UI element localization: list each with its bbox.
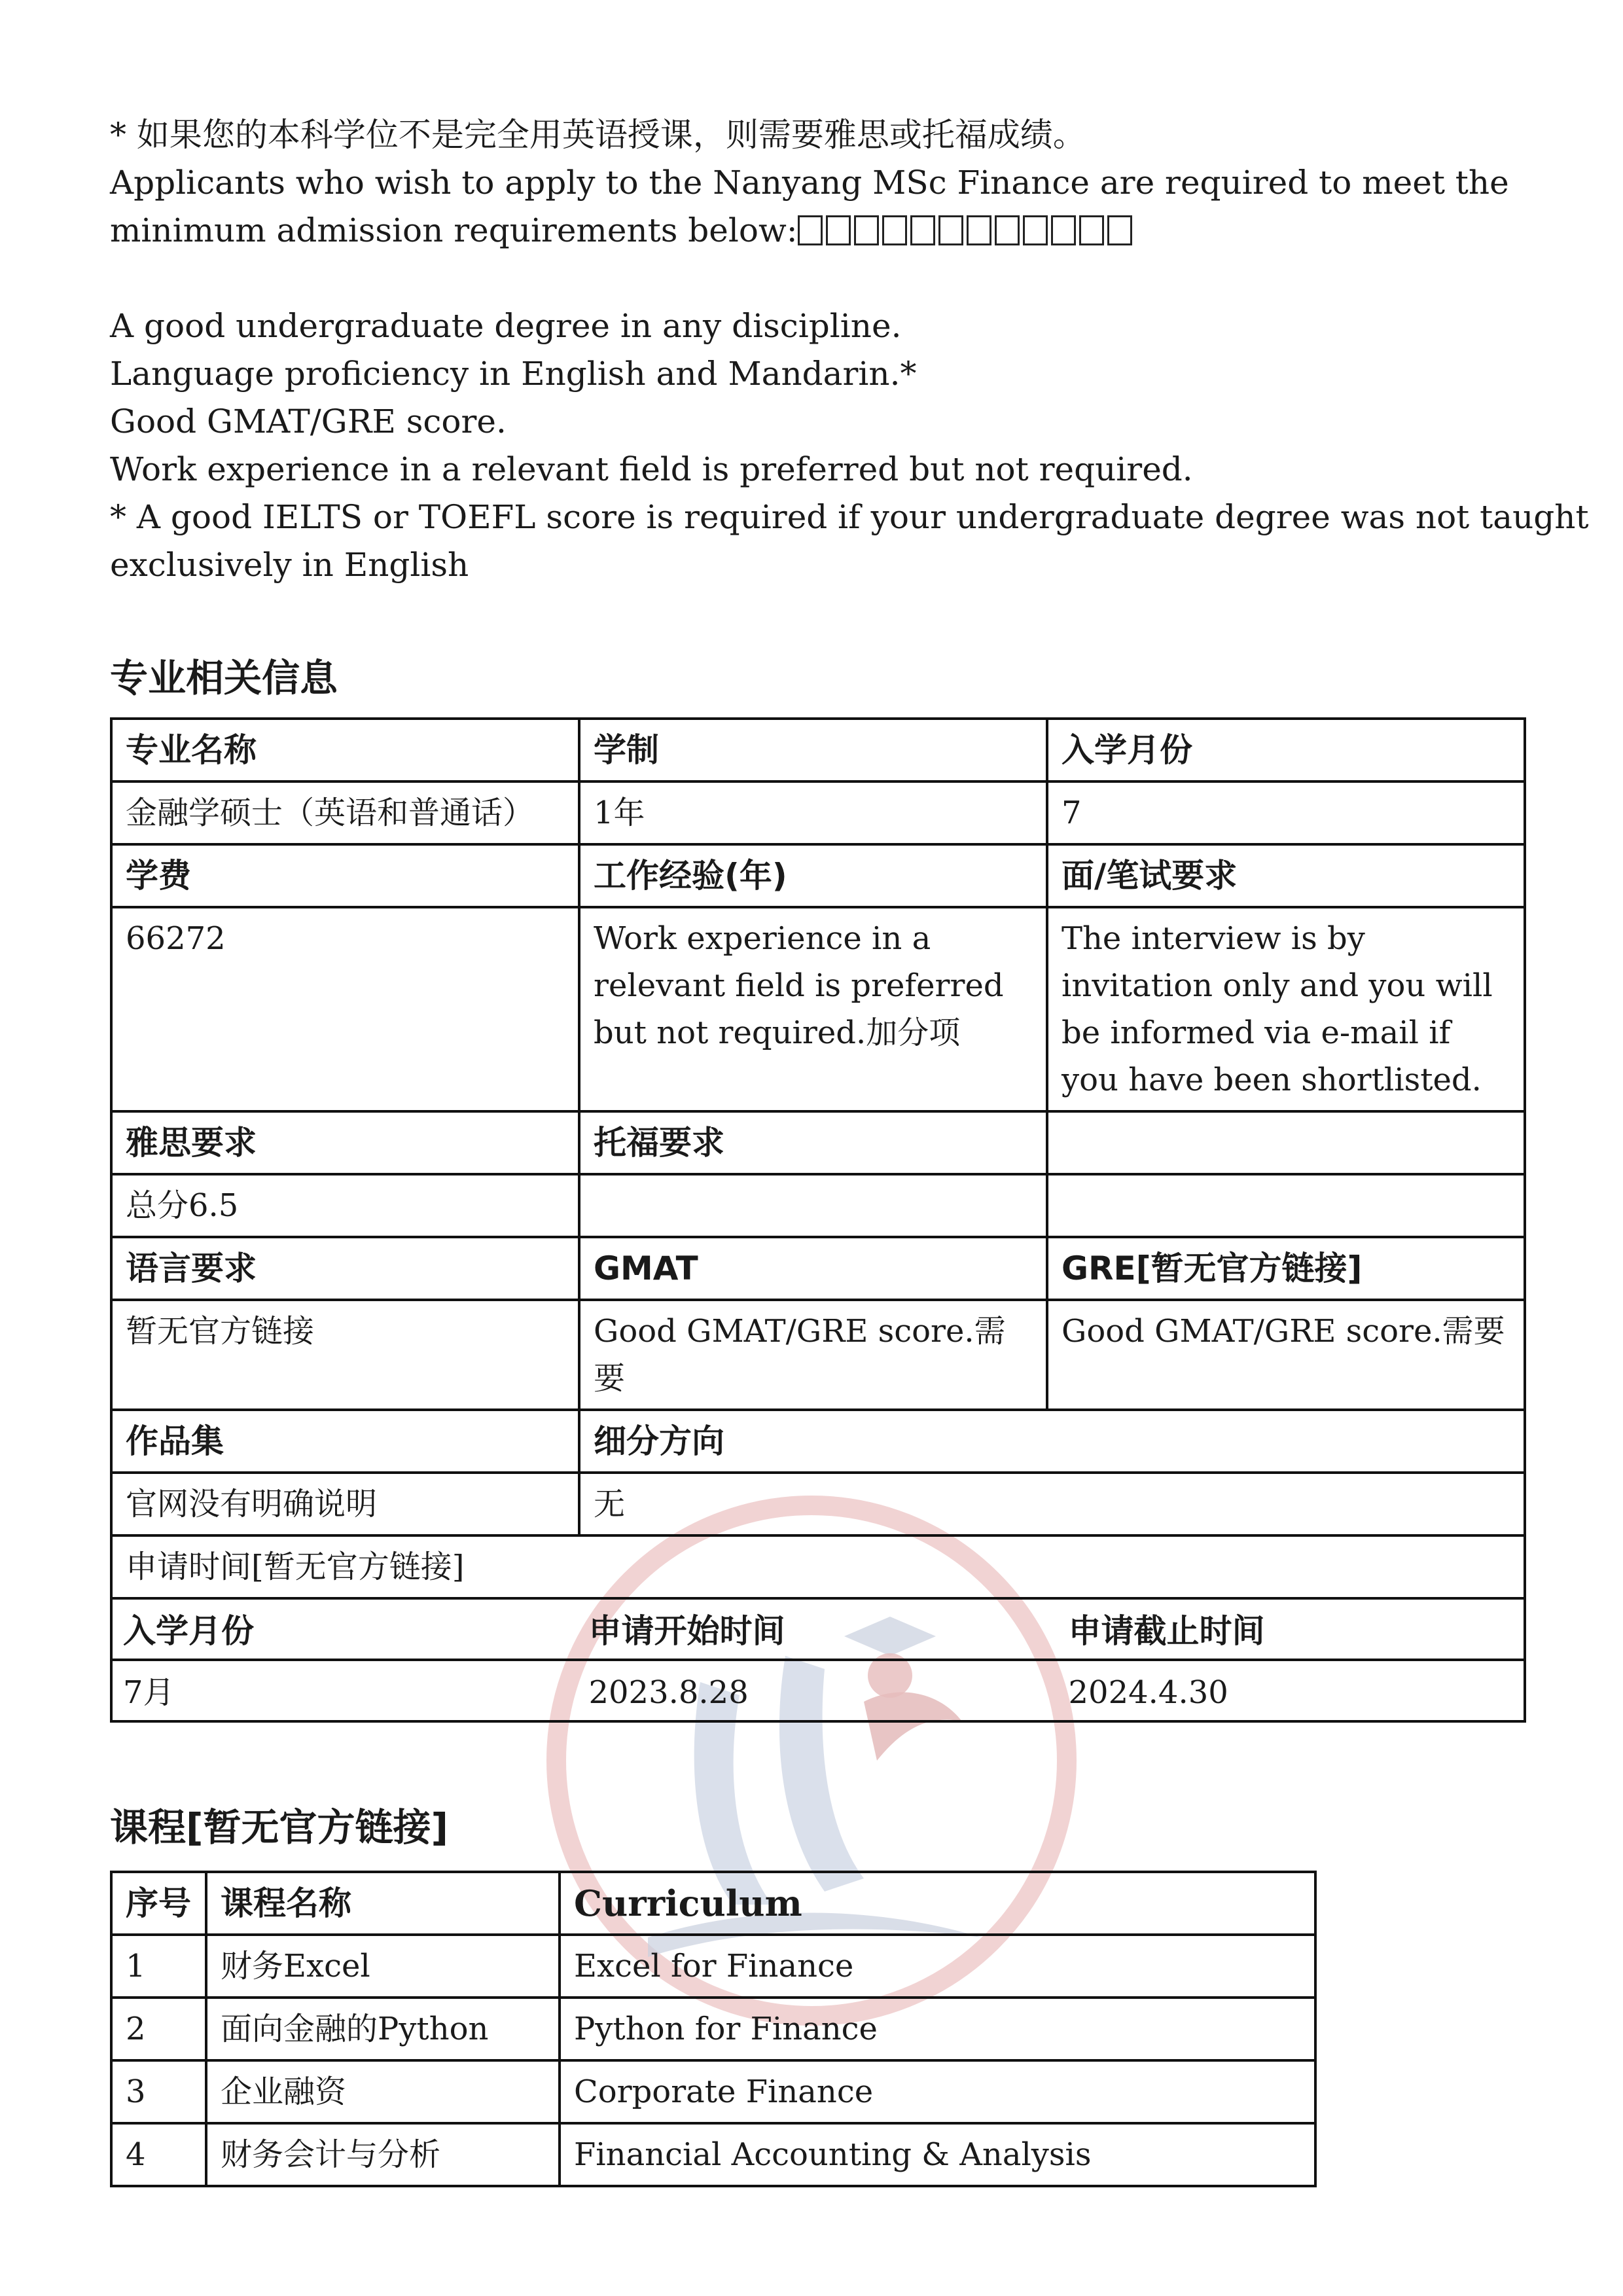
- page-content: [110, 111, 1589, 2187]
- header-tuition: 学费: [111, 844, 579, 907]
- header-major-name: 专业名称: [111, 719, 579, 781]
- header-index: 序号: [111, 1872, 206, 1935]
- value-major-name: 金融学硕士（英语和普通话）: [111, 781, 579, 844]
- schedule-table: [113, 1600, 1524, 1720]
- header-specialization: 细分方向: [579, 1410, 1525, 1473]
- header-gre: GRE[暂无官方链接]: [1047, 1237, 1525, 1300]
- table-row: [111, 1174, 1525, 1237]
- intro-note-cn: * 如果您的本科学位不是完全用英语授课，则需要雅思或托福成绩。: [110, 116, 1086, 154]
- table-row: [111, 1237, 1525, 1300]
- table-row: [111, 1872, 1315, 1935]
- table-row: [111, 2060, 1315, 2123]
- requirement-item: Good GMAT/GRE score.: [110, 403, 507, 440]
- schedule-header-intake: 入学月份: [113, 1600, 578, 1660]
- course-name-en: Excel for Finance: [560, 1935, 1315, 1998]
- table-row: [113, 1660, 1524, 1720]
- intro-line-2: [110, 207, 1524, 255]
- courses-table: [110, 1871, 1317, 2187]
- value-tuition: 66272: [111, 907, 579, 1111]
- table-row: [111, 844, 1525, 907]
- course-name-cn: 企业融资: [206, 2060, 560, 2123]
- program-info-title: 专业相关信息: [110, 656, 338, 700]
- value-toefl: [579, 1174, 1047, 1237]
- value-work-experience: Work experience in a relevant field is preferred but not required.加分项: [579, 907, 1047, 1111]
- value-specialization: 无: [579, 1473, 1525, 1535]
- table-row: [111, 1473, 1525, 1535]
- schedule-value-intake: 7月: [123, 1674, 175, 1711]
- header-ielts: 雅思要求: [111, 1111, 579, 1174]
- table-row: [111, 1598, 1525, 1721]
- schedule-header-start: 申请开始时间: [578, 1600, 1058, 1660]
- requirement-item: Work experience in a relevant field is preferred but not required.: [110, 450, 1193, 488]
- course-name-cn: 面向金融的Python: [206, 1998, 560, 2060]
- schedule-header-deadline: 申请截止时间: [1058, 1600, 1524, 1660]
- table-row: [111, 1935, 1315, 1998]
- header-curriculum: Curriculum: [560, 1872, 1315, 1935]
- schedule-cell: [111, 1598, 1525, 1721]
- requirement-item: Language proficiency in English and Mandarin.*: [110, 355, 917, 393]
- value-ielts: 总分6.5: [111, 1174, 579, 1237]
- course-index: 2: [111, 1998, 206, 2060]
- header-portfolio: 作品集: [111, 1410, 579, 1473]
- course-index: 1: [111, 1935, 206, 1998]
- course-name-cn: 财务会计与分析: [206, 2123, 560, 2186]
- courses-title: 课程[暂无官方链接]: [110, 1805, 449, 1850]
- header-work-experience: 工作经验(年): [579, 844, 1047, 907]
- header-duration: 学制: [579, 719, 1047, 781]
- schedule-value-deadline: 2024.4.30: [1068, 1674, 1228, 1711]
- value-intake-month: 7: [1047, 781, 1525, 844]
- table-row: [111, 1111, 1525, 1174]
- table-row: [111, 781, 1525, 844]
- course-index: 3: [111, 2060, 206, 2123]
- value-empty: [1047, 1174, 1525, 1237]
- value-language: 暂无官方链接: [111, 1300, 579, 1410]
- header-toefl: 托福要求: [579, 1111, 1047, 1174]
- value-duration: 1年: [579, 781, 1047, 844]
- intro-line-1: Applicants who wish to apply to the Nanyang MSc Finance are required to meet the: [110, 164, 1509, 202]
- course-name-en: Corporate Finance: [560, 2060, 1315, 2123]
- schedule-value-start: 2023.8.28: [588, 1674, 749, 1711]
- value-gre: Good GMAT/GRE score.需要: [1047, 1300, 1525, 1410]
- course-name-en: Python for Finance: [560, 1998, 1315, 2060]
- header-intake-month: 入学月份: [1047, 719, 1525, 781]
- table-row: [111, 907, 1525, 1111]
- header-empty: [1047, 1111, 1525, 1174]
- header-course-name: 课程名称: [206, 1872, 560, 1935]
- value-portfolio: 官网没有明确说明: [111, 1473, 579, 1535]
- requirement-item: A good undergraduate degree in any discipline.: [110, 307, 902, 345]
- value-interview: The interview is by invitation only and you will be informed via e-mail if you have been shortlisted.: [1047, 907, 1525, 1111]
- course-index: 4: [111, 2123, 206, 2186]
- table-row: [111, 1998, 1315, 2060]
- table-row: [111, 2123, 1315, 2186]
- table-row: [111, 1300, 1525, 1410]
- requirement-item: exclusively in English: [110, 546, 469, 584]
- course-name-cn: 财务Excel: [206, 1935, 560, 1998]
- program-info-table: [110, 717, 1526, 1723]
- table-row: [111, 1535, 1525, 1598]
- requirement-item: * A good IELTS or TOEFL score is required if your undergraduate degree was not taught: [110, 498, 1589, 536]
- header-interview: 面/笔试要求: [1047, 844, 1525, 907]
- course-name-en: Financial Accounting & Analysis: [560, 2123, 1315, 2186]
- table-row: [113, 1600, 1524, 1660]
- value-gmat: Good GMAT/GRE score.需要: [579, 1300, 1047, 1410]
- intro-line-2-text: minimum admission requirements below:: [110, 211, 798, 249]
- application-time-label: 申请时间[暂无官方链接]: [111, 1535, 1525, 1598]
- table-row: [111, 719, 1525, 781]
- header-language: 语言要求: [111, 1237, 579, 1300]
- table-row: [111, 1410, 1525, 1473]
- header-gmat: GMAT: [579, 1237, 1047, 1300]
